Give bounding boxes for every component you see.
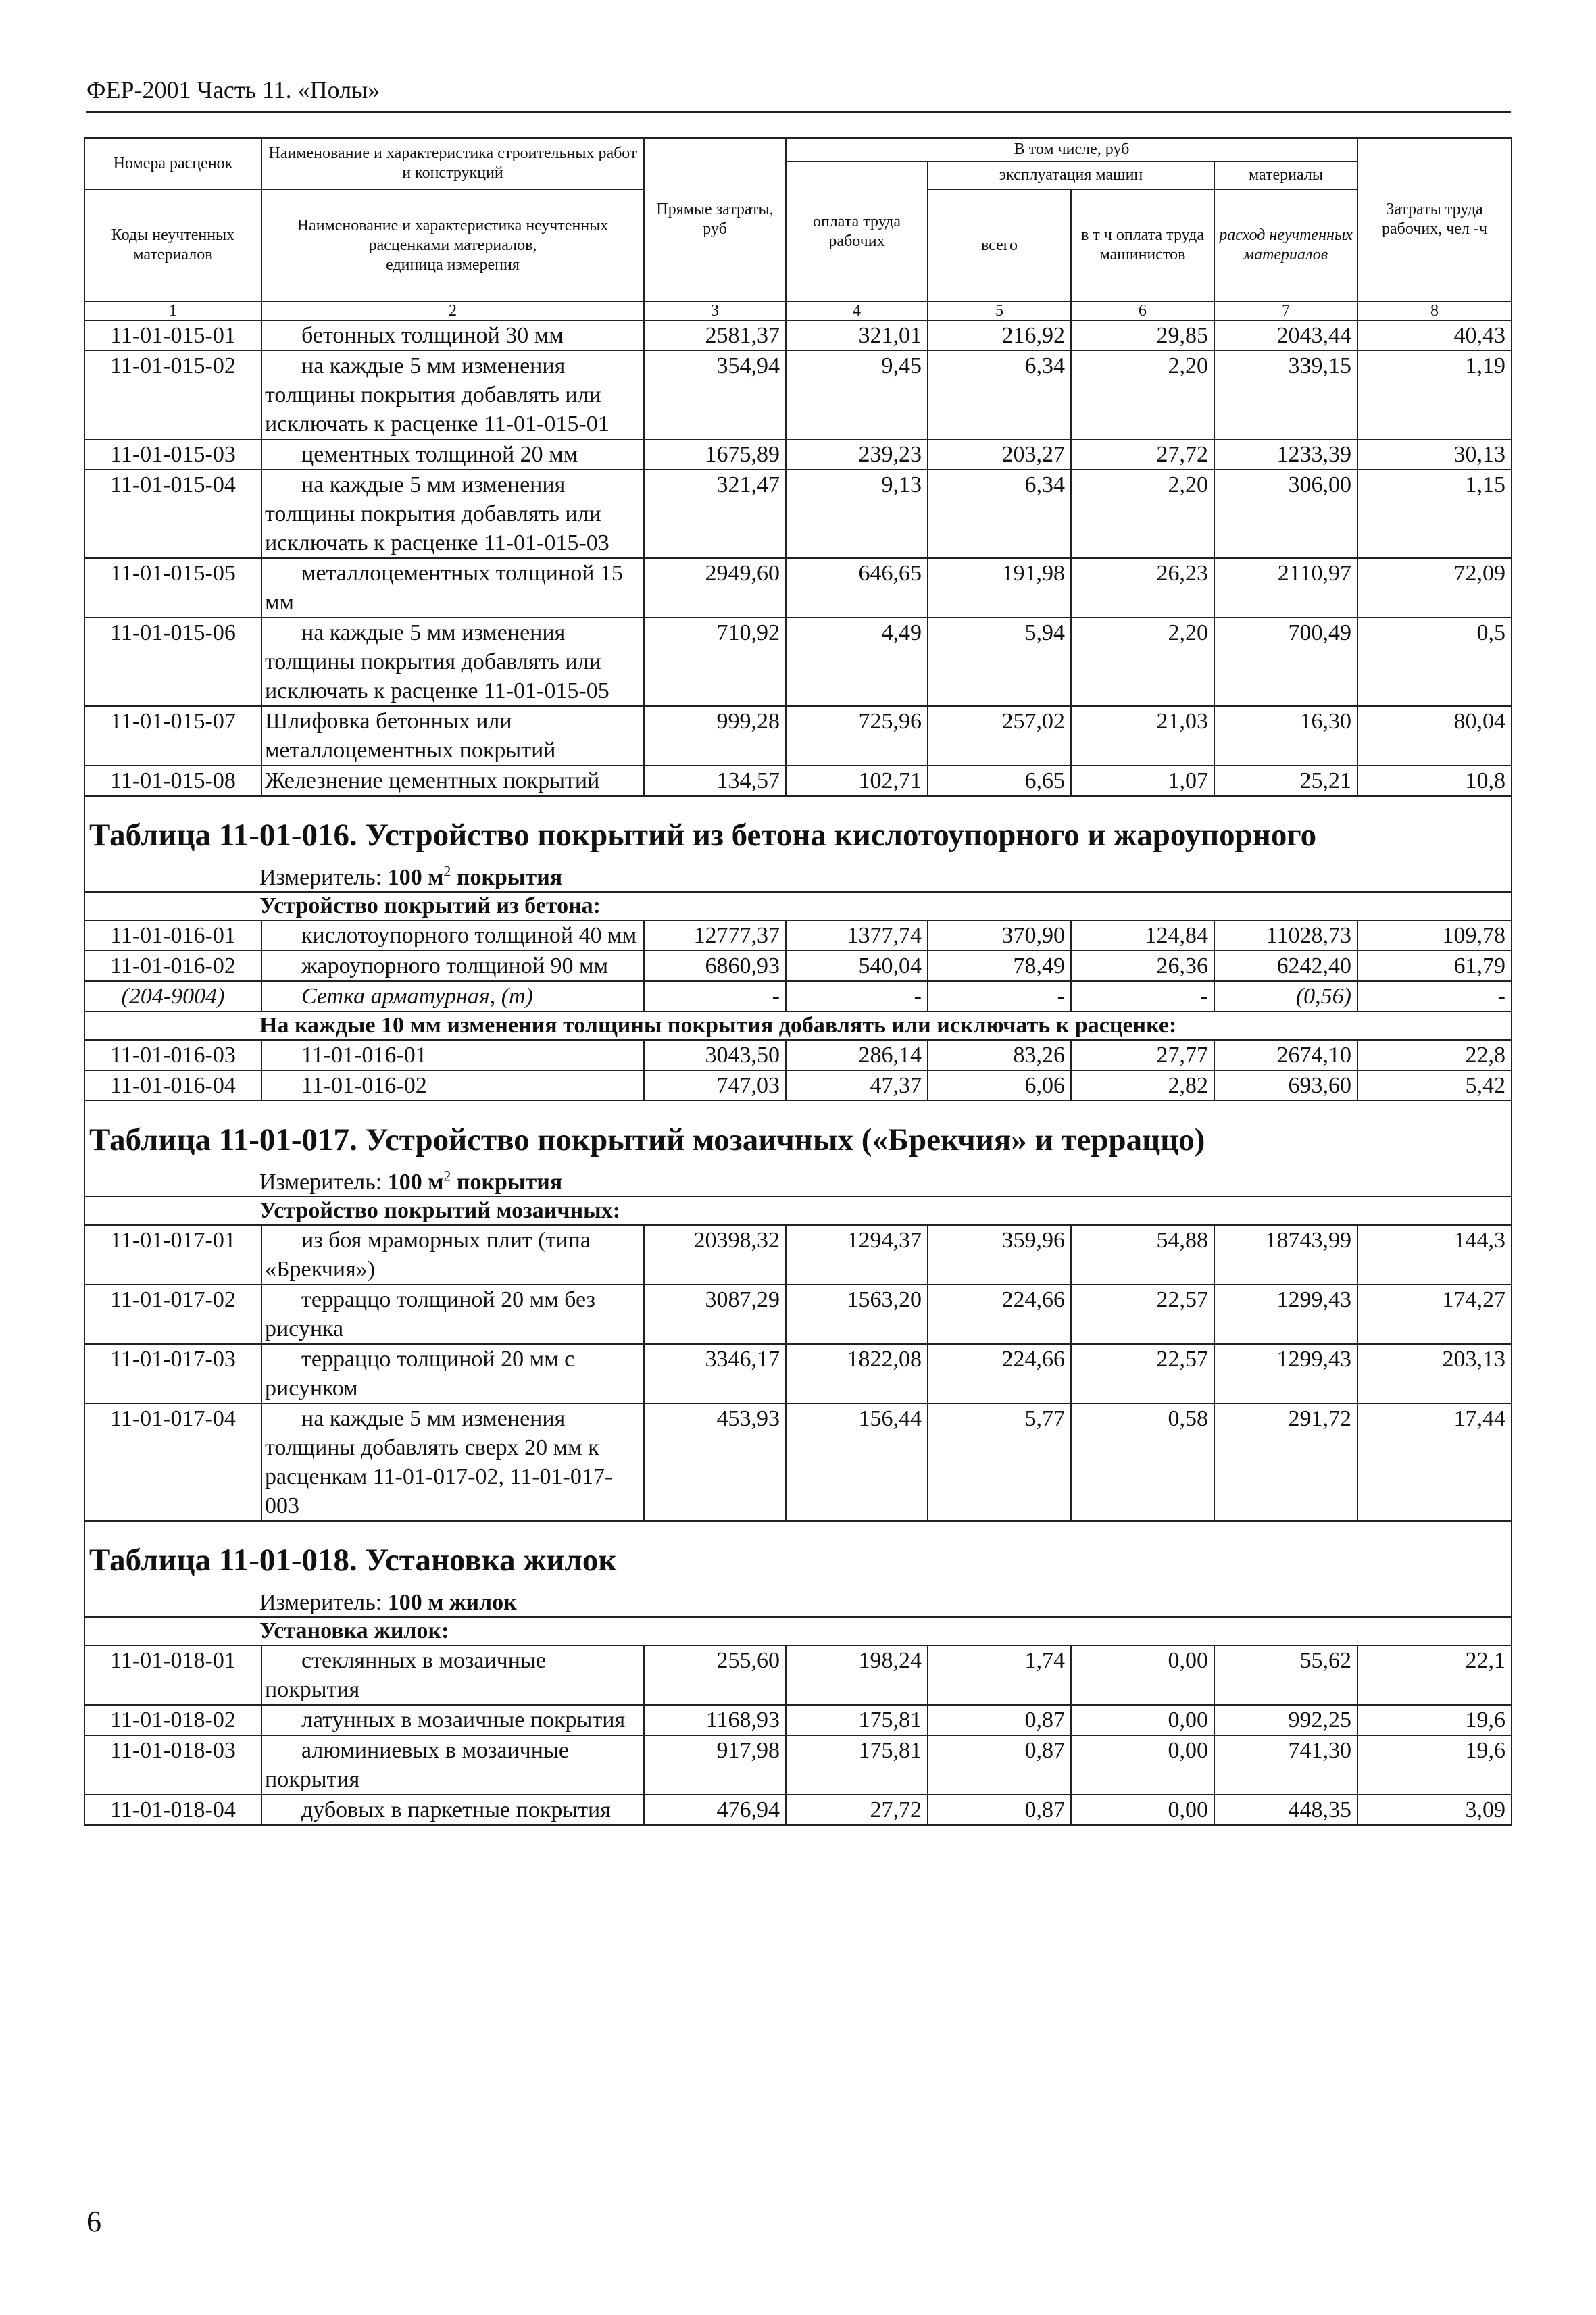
table-title: Таблица 11-01-017. Устройство покрытий мозаичных («Брекчия» и терраццо) [89,1122,1205,1158]
row-hours: 80,04 [1357,706,1512,766]
t016-subtitle2-row [84,1012,1512,1040]
table-row [84,1645,1512,1705]
row-mat: 25,21 [1214,766,1357,796]
materials-head: материалы [1214,161,1357,189]
table-row [84,351,1512,439]
row-mach: 224,66 [928,1285,1071,1344]
row-mach: 6,65 [928,766,1071,796]
row-hours: 30,13 [1357,439,1512,470]
row-code: 11-01-015-01 [84,320,261,351]
row-mat: 291,72 [1214,1403,1357,1521]
t016-subtitle2 [84,1012,1512,1040]
row-labor: 239,23 [786,439,928,470]
row-code: 11-01-015-04 [84,470,261,558]
colnum-5: 5 [928,301,1071,320]
row-code: (204-9004) [84,981,261,1012]
meter-label: Измеритель: [259,1170,382,1195]
colnum-3: 3 [644,301,786,320]
row-direct: 134,57 [644,766,786,796]
row-hours: - [1357,981,1512,1012]
row-mach-labor: - [1071,981,1214,1012]
col2-head-bottom: Наименование и характеристика неучтенных расценками материалов, единица измерения [261,189,644,301]
row-mat: 11028,73 [1214,920,1357,951]
row-hours: 1,19 [1357,351,1512,439]
row-hours: 22,1 [1357,1645,1512,1705]
colnum-4: 4 [786,301,928,320]
table-row [84,981,1512,1012]
section-subtitle: На каждые 10 мм изменения толщины покрытия добавлять или исключать к расценке: [259,1013,1177,1038]
row-code: 11-01-016-02 [84,951,261,981]
row-mach: 5,77 [928,1403,1071,1521]
price-table [84,137,1512,1826]
col8-head: Затраты труда рабочих, чел -ч [1357,138,1512,301]
t018-subtitle [84,1617,1512,1645]
row-description: на каждые 5 мм изменения толщины покрытия добавлять или исключать к расценке 11-01-015-05 [261,618,644,706]
row-hours: 203,13 [1357,1344,1512,1403]
t016-title [84,796,1512,859]
row-mach-labor: 0,00 [1071,1795,1214,1825]
row-mach: 83,26 [928,1040,1071,1070]
row-description: алюминиевых в мозаичные покрытия [261,1735,644,1795]
row-mat: 741,30 [1214,1735,1357,1795]
table-row [84,766,1512,796]
row-hours: 144,3 [1357,1225,1512,1285]
table-row [84,1735,1512,1795]
row-mach-labor: 0,00 [1071,1735,1214,1795]
row-mach: - [928,981,1071,1012]
table-row [84,1225,1512,1285]
row-description: стеклянных в мозаичные покрытия [261,1645,644,1705]
row-description: кислотоупорного толщиной 40 мм [261,920,644,951]
row-labor: 27,72 [786,1795,928,1825]
row-mach: 0,87 [928,1795,1071,1825]
row-description: бетонных толщиной 30 мм [261,320,644,351]
row-description: Сетка арматурная, (т) [261,981,644,1012]
meter-unit: 100 м [387,1170,444,1195]
row-description: терраццо толщиной 20 мм с рисунком [261,1344,644,1403]
row-direct: 3346,17 [644,1344,786,1403]
row-description: металлоцементных толщиной 15 мм [261,558,644,618]
row-direct: 747,03 [644,1070,786,1101]
row-hours: 174,27 [1357,1285,1512,1344]
row-description: Железнение цементных покрытий [261,766,644,796]
row-mach: 257,02 [928,706,1071,766]
row-code: 11-01-018-03 [84,1735,261,1795]
row-direct: - [644,981,786,1012]
row-mach: 78,49 [928,951,1071,981]
row-direct: 710,92 [644,618,786,706]
row-labor: 198,24 [786,1645,928,1705]
row-hours: 40,43 [1357,320,1512,351]
row-mach: 224,66 [928,1344,1071,1403]
row-mat: 339,15 [1214,351,1357,439]
row-mat: (0,56) [1214,981,1357,1012]
meter-unit-power: 2 [443,862,451,880]
row-direct: 3043,50 [644,1040,786,1070]
row-labor: 321,01 [786,320,928,351]
row-mach: 6,34 [928,351,1071,439]
row-mach-labor: 54,88 [1071,1225,1214,1285]
row-labor: 540,04 [786,951,928,981]
row-labor: 175,81 [786,1705,928,1735]
section-subtitle: Установка жилок: [259,1618,449,1643]
row-mach: 6,34 [928,470,1071,558]
table-row [84,706,1512,766]
table-row [84,920,1512,951]
row-hours: 22,8 [1357,1040,1512,1070]
t016-meter [84,859,1512,892]
row-labor: 156,44 [786,1403,928,1521]
row-mat: 16,30 [1214,706,1357,766]
row-mat: 1299,43 [1214,1344,1357,1403]
meter-unit-rest: покрытия [456,1170,563,1195]
row-mat: 1299,43 [1214,1285,1357,1344]
row-direct: 2949,60 [644,558,786,618]
running-header: ФЕР-2001 Часть 11. «Полы» [86,76,380,103]
row-labor: 1377,74 [786,920,928,951]
page-number: 6 [86,2205,101,2238]
table-row [84,1285,1512,1344]
row-hours: 61,79 [1357,951,1512,981]
row-mach: 1,74 [928,1645,1071,1705]
row-hours: 3,09 [1357,1795,1512,1825]
row-code: 11-01-017-02 [84,1285,261,1344]
row-labor: 1294,37 [786,1225,928,1285]
row-direct: 20398,32 [644,1225,786,1285]
t016-meter-row [84,859,1512,892]
t017-subtitle-row [84,1197,1512,1225]
row-direct: 453,93 [644,1403,786,1521]
row-mach: 203,27 [928,439,1071,470]
row-code: 11-01-017-04 [84,1403,261,1521]
col5-head: всего [928,189,1071,301]
row-code: 11-01-015-08 [84,766,261,796]
table-title: Таблица 11-01-018. Установка жилок [89,1543,617,1578]
meter-label: Измеритель: [259,1590,382,1615]
row-hours: 1,15 [1357,470,1512,558]
meter-unit-rest: покрытия [456,865,563,890]
header-rule [86,111,1511,113]
col6-head: в т ч оплата труда машинистов [1071,189,1214,301]
machines-head: эксплуатация машин [928,161,1214,189]
t017-title [84,1101,1512,1164]
colnum-8: 8 [1357,301,1512,320]
row-mach: 5,94 [928,618,1071,706]
row-labor: 286,14 [786,1040,928,1070]
col1-head-top: Номера расценок [84,138,261,189]
table-row [84,1705,1512,1735]
row-code: 11-01-016-01 [84,920,261,951]
table-row [84,470,1512,558]
row-description: латунных в мозаичные покрытия [261,1705,644,1735]
row-labor: 1563,20 [786,1285,928,1344]
row-mach: 0,87 [928,1705,1071,1735]
row-direct: 1168,93 [644,1705,786,1735]
row-hours: 10,8 [1357,766,1512,796]
row-labor: 9,13 [786,470,928,558]
col7-head: расход неучтенных материалов [1214,189,1357,301]
row-code: 11-01-015-02 [84,351,261,439]
row-hours: 72,09 [1357,558,1512,618]
meter-unit: 100 м жилок [387,1590,517,1615]
row-labor: 9,45 [786,351,928,439]
row-mach: 216,92 [928,320,1071,351]
table-row [84,1344,1512,1403]
colnum-2: 2 [261,301,644,320]
t017-title-row [84,1101,1512,1164]
row-direct: 12777,37 [644,920,786,951]
column-number-row [84,301,1512,320]
table-row [84,1040,1512,1070]
row-code: 11-01-015-03 [84,439,261,470]
row-labor: 4,49 [786,618,928,706]
table-row [84,558,1512,618]
row-direct: 1675,89 [644,439,786,470]
row-code: 11-01-016-04 [84,1070,261,1101]
table-row [84,618,1512,706]
row-mach: 0,87 [928,1735,1071,1795]
col4-head: оплата труда рабочих [786,161,928,301]
row-hours: 109,78 [1357,920,1512,951]
row-mat: 55,62 [1214,1645,1357,1705]
row-mat: 2110,97 [1214,558,1357,618]
row-code: 11-01-018-04 [84,1795,261,1825]
row-labor: 1822,08 [786,1344,928,1403]
row-direct: 3087,29 [644,1285,786,1344]
meter-label: Измеритель: [259,865,382,890]
row-mat: 693,60 [1214,1070,1357,1101]
colnum-7: 7 [1214,301,1357,320]
row-mat: 2674,10 [1214,1040,1357,1070]
group-head: В том числе, руб [786,138,1357,161]
row-code: 11-01-015-05 [84,558,261,618]
t016-title-row [84,796,1512,859]
row-mach-labor: 0,00 [1071,1645,1214,1705]
row-mach-labor: 1,07 [1071,766,1214,796]
row-mach-labor: 0,00 [1071,1705,1214,1735]
row-labor: - [786,981,928,1012]
row-code: 11-01-015-06 [84,618,261,706]
row-labor: 102,71 [786,766,928,796]
table-title: Таблица 11-01-016. Устройство покрытий из бетона кислотоупорного и жароупорного [89,818,1317,853]
row-description: из боя мраморных плит (типа «Брекчия») [261,1225,644,1285]
row-mach: 6,06 [928,1070,1071,1101]
row-hours: 0,5 [1357,618,1512,706]
row-direct: 6860,93 [644,951,786,981]
row-direct: 354,94 [644,351,786,439]
colnum-6: 6 [1071,301,1214,320]
row-direct: 2581,37 [644,320,786,351]
row-mat: 6242,40 [1214,951,1357,981]
row-labor: 175,81 [786,1735,928,1795]
row-mach-labor: 21,03 [1071,706,1214,766]
table-row [84,1070,1512,1101]
row-direct: 999,28 [644,706,786,766]
row-mach-labor: 2,20 [1071,351,1214,439]
row-mach-labor: 29,85 [1071,320,1214,351]
row-labor: 47,37 [786,1070,928,1101]
row-mat: 18743,99 [1214,1225,1357,1285]
row-code: 11-01-016-03 [84,1040,261,1070]
col3-head: Прямые затраты, руб [644,138,786,301]
row-description: 11-01-016-02 [261,1070,644,1101]
row-mach: 370,90 [928,920,1071,951]
row-hours: 19,6 [1357,1705,1512,1735]
row-description: на каждые 5 мм изменения толщины покрытия добавлять или исключать к расценке 11-01-015-03 [261,470,644,558]
table-row [84,951,1512,981]
col2-head-top: Наименование и характеристика строительных работ и конструкций [261,138,644,189]
t016-subtitle-row [84,892,1512,920]
row-description: на каждые 5 мм изменения толщины добавлять сверх 20 мм к расценкам 11-01-017-02, 11-01-017-003 [261,1403,644,1521]
row-code: 11-01-017-03 [84,1344,261,1403]
row-description: терраццо толщиной 20 мм без рисунка [261,1285,644,1344]
row-mat: 992,25 [1214,1705,1357,1735]
row-description: цементных толщиной 20 мм [261,439,644,470]
row-description: 11-01-016-01 [261,1040,644,1070]
table-row [84,320,1512,351]
t018-title [84,1521,1512,1584]
row-mach-labor: 0,58 [1071,1403,1214,1521]
t018-title-row [84,1521,1512,1584]
meter-unit-power: 2 [443,1167,451,1185]
row-code: 11-01-018-02 [84,1705,261,1735]
row-mach-labor: 124,84 [1071,920,1214,951]
row-mach: 191,98 [928,558,1071,618]
row-description: жароупорного толщиной 90 мм [261,951,644,981]
row-hours: 19,6 [1357,1735,1512,1795]
row-direct: 917,98 [644,1735,786,1795]
row-mat: 1233,39 [1214,439,1357,470]
row-direct: 255,60 [644,1645,786,1705]
row-mach-labor: 2,82 [1071,1070,1214,1101]
table-row [84,1795,1512,1825]
row-direct: 476,94 [644,1795,786,1825]
row-description: Шлифовка бетонных или металлоцементных покрытий [261,706,644,766]
row-labor: 725,96 [786,706,928,766]
price-table-frame [84,137,1511,2225]
t017-meter-row [84,1164,1512,1197]
row-mat: 2043,44 [1214,320,1357,351]
colnum-1: 1 [84,301,261,320]
row-mat: 306,00 [1214,470,1357,558]
row-description: дубовых в паркетные покрытия [261,1795,644,1825]
row-code: 11-01-015-07 [84,706,261,766]
t017-subtitle [84,1197,1512,1225]
row-direct: 321,47 [644,470,786,558]
row-mach-labor: 22,57 [1071,1344,1214,1403]
row-hours: 17,44 [1357,1403,1512,1521]
t018-meter-row [84,1584,1512,1617]
t017-meter [84,1164,1512,1197]
row-description: на каждые 5 мм изменения толщины покрытия добавлять или исключать к расценке 11-01-015-01 [261,351,644,439]
row-mat: 700,49 [1214,618,1357,706]
t018-subtitle-row [84,1617,1512,1645]
row-code: 11-01-017-01 [84,1225,261,1285]
row-mach-labor: 26,36 [1071,951,1214,981]
row-mat: 448,35 [1214,1795,1357,1825]
row-mach-labor: 27,77 [1071,1040,1214,1070]
section-subtitle: Устройство покрытий из бетона: [259,893,601,918]
row-mach-labor: 22,57 [1071,1285,1214,1344]
row-mach-labor: 26,23 [1071,558,1214,618]
row-labor: 646,65 [786,558,928,618]
row-hours: 5,42 [1357,1070,1512,1101]
table-row [84,439,1512,470]
table-head-row-1 [84,138,1512,161]
row-code: 11-01-018-01 [84,1645,261,1705]
row-mach-labor: 2,20 [1071,618,1214,706]
col1-head-bottom: Коды неучтенных материалов [84,189,261,301]
row-mach-labor: 27,72 [1071,439,1214,470]
meter-unit: 100 м [387,865,444,890]
section-subtitle: Устройство покрытий мозаичных: [259,1198,621,1223]
t018-meter [84,1584,1512,1617]
table-row [84,1403,1512,1521]
row-mach-labor: 2,20 [1071,470,1214,558]
t016-subtitle [84,892,1512,920]
row-mach: 359,96 [928,1225,1071,1285]
